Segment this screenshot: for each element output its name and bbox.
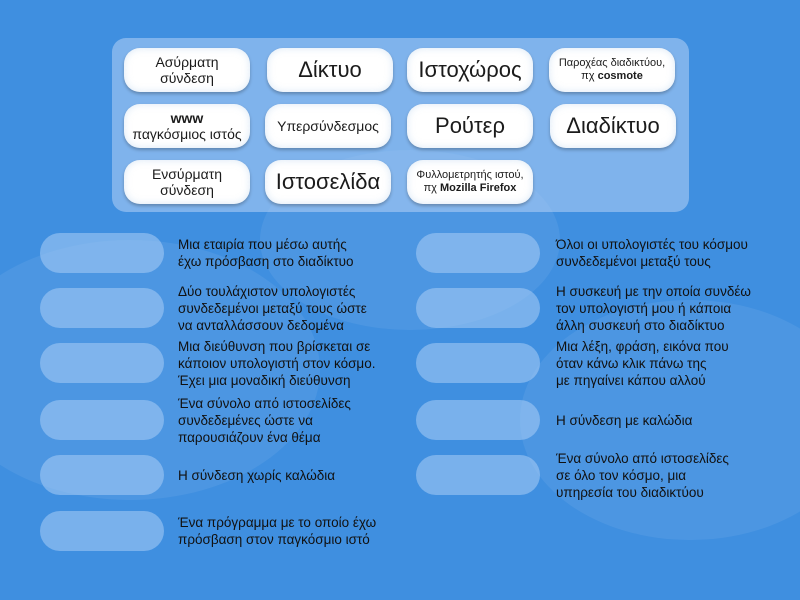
right-drop-slot[interactable] — [416, 233, 540, 273]
definition-line: κάποιον υπολογιστή στον κόσμο. — [178, 355, 376, 371]
definition-line: άλλη συσκευή στο διαδίκτυο — [556, 317, 725, 333]
left-definition — [178, 395, 408, 446]
right-drop-slot[interactable] — [416, 343, 540, 383]
definition-line: τον υπολογιστή μου ή κάποια — [556, 300, 732, 316]
left-drop-slot[interactable] — [40, 511, 164, 551]
definition-line: Ένα πρόγραμμα με το οποίο έχω — [178, 515, 377, 530]
card-label: πχ cosmote — [581, 70, 643, 82]
card-label: Ιστοσελίδα — [275, 169, 381, 195]
card-label: σύνδεση — [160, 182, 214, 198]
definition-line: Δύο τουλάχιστον υπολογιστές — [178, 283, 356, 299]
card-label: Ρούτερ — [435, 113, 505, 139]
definition-line: συνδεδεμένοι μεταξύ τους — [556, 254, 711, 269]
right-definition — [556, 450, 786, 501]
definition-line: σε όλο τον κόσμο, μια — [556, 467, 687, 483]
left-definition — [178, 283, 408, 334]
definition-line: με πηγαίνει κάπου αλλού — [556, 372, 706, 388]
card-label: πχ Mozilla Firefox — [423, 182, 517, 194]
left-drop-slot[interactable] — [40, 233, 164, 273]
card-label: Φυλλομετρητής ιστού, — [416, 169, 524, 182]
definition-line: Η σύνδεση χωρίς καλώδια — [178, 467, 336, 483]
draggable-card[interactable] — [124, 104, 250, 148]
card-label: Διαδίκτυο — [566, 113, 660, 139]
card-label: www — [170, 109, 204, 126]
draggable-card[interactable] — [407, 104, 533, 148]
draggable-card[interactable] — [549, 48, 675, 92]
definition-line: Μια λέξη, φράση, εικόνα που — [556, 338, 729, 354]
right-drop-slot[interactable] — [416, 400, 540, 440]
definition-line: Η συσκευή με την οποία συνδέω — [556, 283, 751, 299]
card-label: Υπερσύνδεσμος — [277, 117, 379, 134]
draggable-card[interactable] — [124, 160, 250, 204]
definition-line: Μια εταιρία που μέσω αυτής — [178, 237, 347, 252]
definition-line: υπηρεσία του διαδικτύου — [556, 484, 704, 500]
draggable-card[interactable] — [124, 48, 250, 92]
definition-line: πρόσβαση στον παγκόσμιο ιστό — [178, 532, 370, 547]
left-definition — [178, 514, 408, 548]
card-label: Ασύρματη — [155, 53, 219, 70]
draggable-card[interactable] — [265, 160, 391, 204]
draggable-card[interactable] — [267, 48, 393, 92]
definition-line: Η σύνδεση με καλώδια — [556, 412, 693, 428]
definition-line: συνδεδεμένοι μεταξύ τους ώστε — [178, 300, 367, 316]
draggable-card[interactable] — [550, 104, 676, 148]
definition-line: συνδεδεμένες ώστε να — [178, 412, 313, 428]
card-label: Παροχέας διαδικτύου, — [558, 57, 666, 70]
definition-line: Ένα σύνολο από ιστοσελίδες — [178, 395, 351, 411]
card-label: Δίκτυο — [298, 57, 362, 83]
right-definition — [556, 338, 786, 389]
definition-line: Μια διεύθυνση που βρίσκεται σε — [178, 338, 371, 354]
left-definition — [178, 236, 408, 270]
draggable-card[interactable] — [407, 48, 533, 92]
card-label: σύνδεση — [160, 70, 214, 86]
right-definition — [556, 283, 786, 334]
right-drop-slot[interactable] — [416, 455, 540, 495]
right-drop-slot[interactable] — [416, 288, 540, 328]
right-definition — [556, 236, 786, 270]
definition-line: Όλοι οι υπολογιστές του κόσμου — [556, 237, 748, 252]
left-drop-slot[interactable] — [40, 455, 164, 495]
definition-line: Έχει μια μοναδική διεύθυνση — [178, 372, 351, 388]
draggable-card[interactable] — [407, 160, 533, 204]
definition-line: όταν κάνω κλικ πάνω της — [556, 355, 707, 371]
card-label: Ενσύρματη — [151, 165, 223, 182]
left-drop-slot[interactable] — [40, 288, 164, 328]
definition-line: έχω πρόσβαση στο διαδίκτυο — [178, 254, 354, 269]
left-drop-slot[interactable] — [40, 400, 164, 440]
definition-line: να ανταλλάσσουν δεδομένα — [178, 317, 344, 333]
draggable-card[interactable] — [265, 104, 391, 148]
left-definition — [178, 338, 408, 389]
card-label: Ιστοχώρος — [418, 57, 522, 83]
card-label: παγκόσμιος ιστός — [132, 126, 242, 142]
left-drop-slot[interactable] — [40, 343, 164, 383]
right-definition — [556, 412, 786, 429]
definition-line: παρουσιάζουν ένα θέμα — [178, 429, 321, 445]
left-definition — [178, 467, 408, 484]
definition-line: Ένα σύνολο από ιστοσελίδες — [556, 450, 729, 466]
